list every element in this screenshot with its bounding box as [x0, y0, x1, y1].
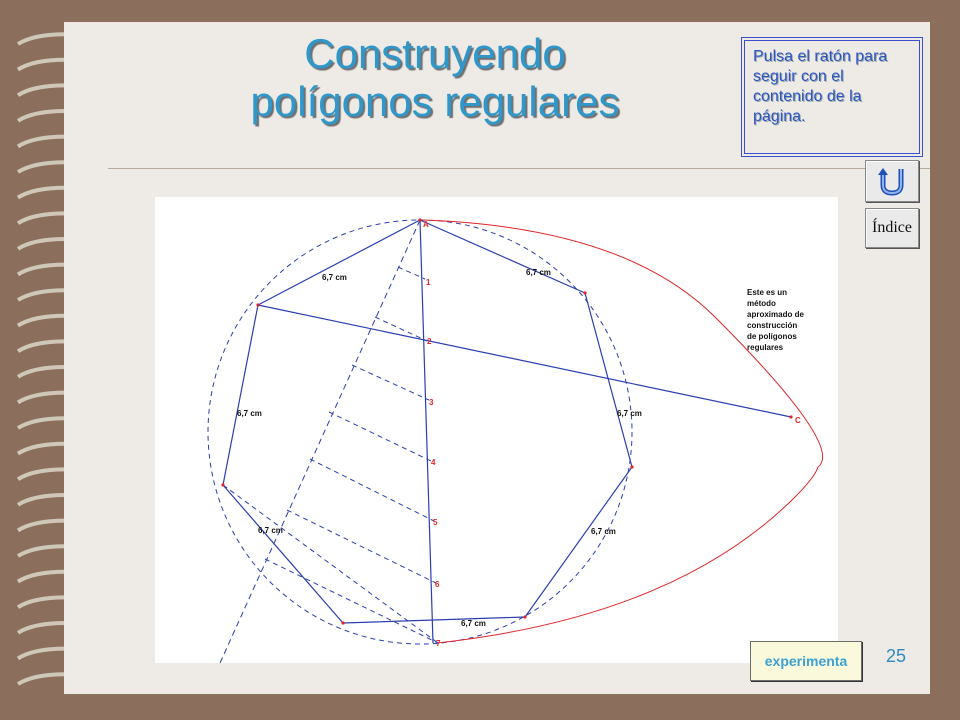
header-divider — [108, 168, 930, 169]
note-line-3: aproximado de — [747, 310, 804, 319]
division-label-4: 4 — [431, 458, 436, 467]
division-label-6: 6 — [435, 580, 440, 589]
note-line-1: Este es un — [747, 288, 788, 297]
division-label-7: 7 — [436, 639, 441, 648]
title-line-2: polígonos regulares — [250, 78, 620, 125]
division-label-3: 3 — [429, 398, 434, 407]
vertex-label-A: A — [423, 220, 429, 229]
page-number: 25 — [886, 646, 907, 666]
note-line-5: de polígonos — [747, 332, 797, 341]
note-line-2: método — [747, 299, 776, 308]
note-line-4: construcción — [747, 321, 798, 330]
arc-bottom — [437, 467, 818, 643]
title-line-1: Construyendo — [304, 30, 566, 77]
side-label-7: 6,7 cm — [461, 619, 486, 628]
side-label-4: 6,7 cm — [617, 409, 642, 418]
click-hint-box[interactable]: Pulsa el ratón para seguir con el contenido de la página. — [744, 40, 920, 154]
side-label-3: 6,7 cm — [237, 409, 262, 418]
experiment-button[interactable]: experimenta — [750, 641, 862, 681]
line-to-C — [258, 305, 791, 417]
heptagon-diagram — [155, 197, 838, 663]
u-turn-back-icon — [875, 165, 909, 197]
side-label-6: 6,7 cm — [591, 527, 616, 536]
back-button[interactable] — [865, 160, 919, 202]
circumscribed-circle — [208, 220, 632, 644]
division-label-2: 2 — [427, 337, 432, 346]
index-button[interactable]: Índice — [865, 208, 919, 248]
note-line-6: regulares — [747, 343, 784, 352]
construction-figure — [155, 197, 838, 663]
point-label-C: C — [795, 416, 801, 425]
parallel-lines — [223, 267, 438, 643]
side-label-5: 6,7 cm — [258, 526, 283, 535]
division-label-5: 5 — [433, 518, 438, 527]
side-label-1: 6,7 cm — [322, 273, 347, 282]
division-label-1: 1 — [426, 278, 431, 287]
side-label-2: 6,7 cm — [526, 268, 551, 277]
page-title — [200, 30, 670, 126]
method-note — [747, 288, 804, 352]
